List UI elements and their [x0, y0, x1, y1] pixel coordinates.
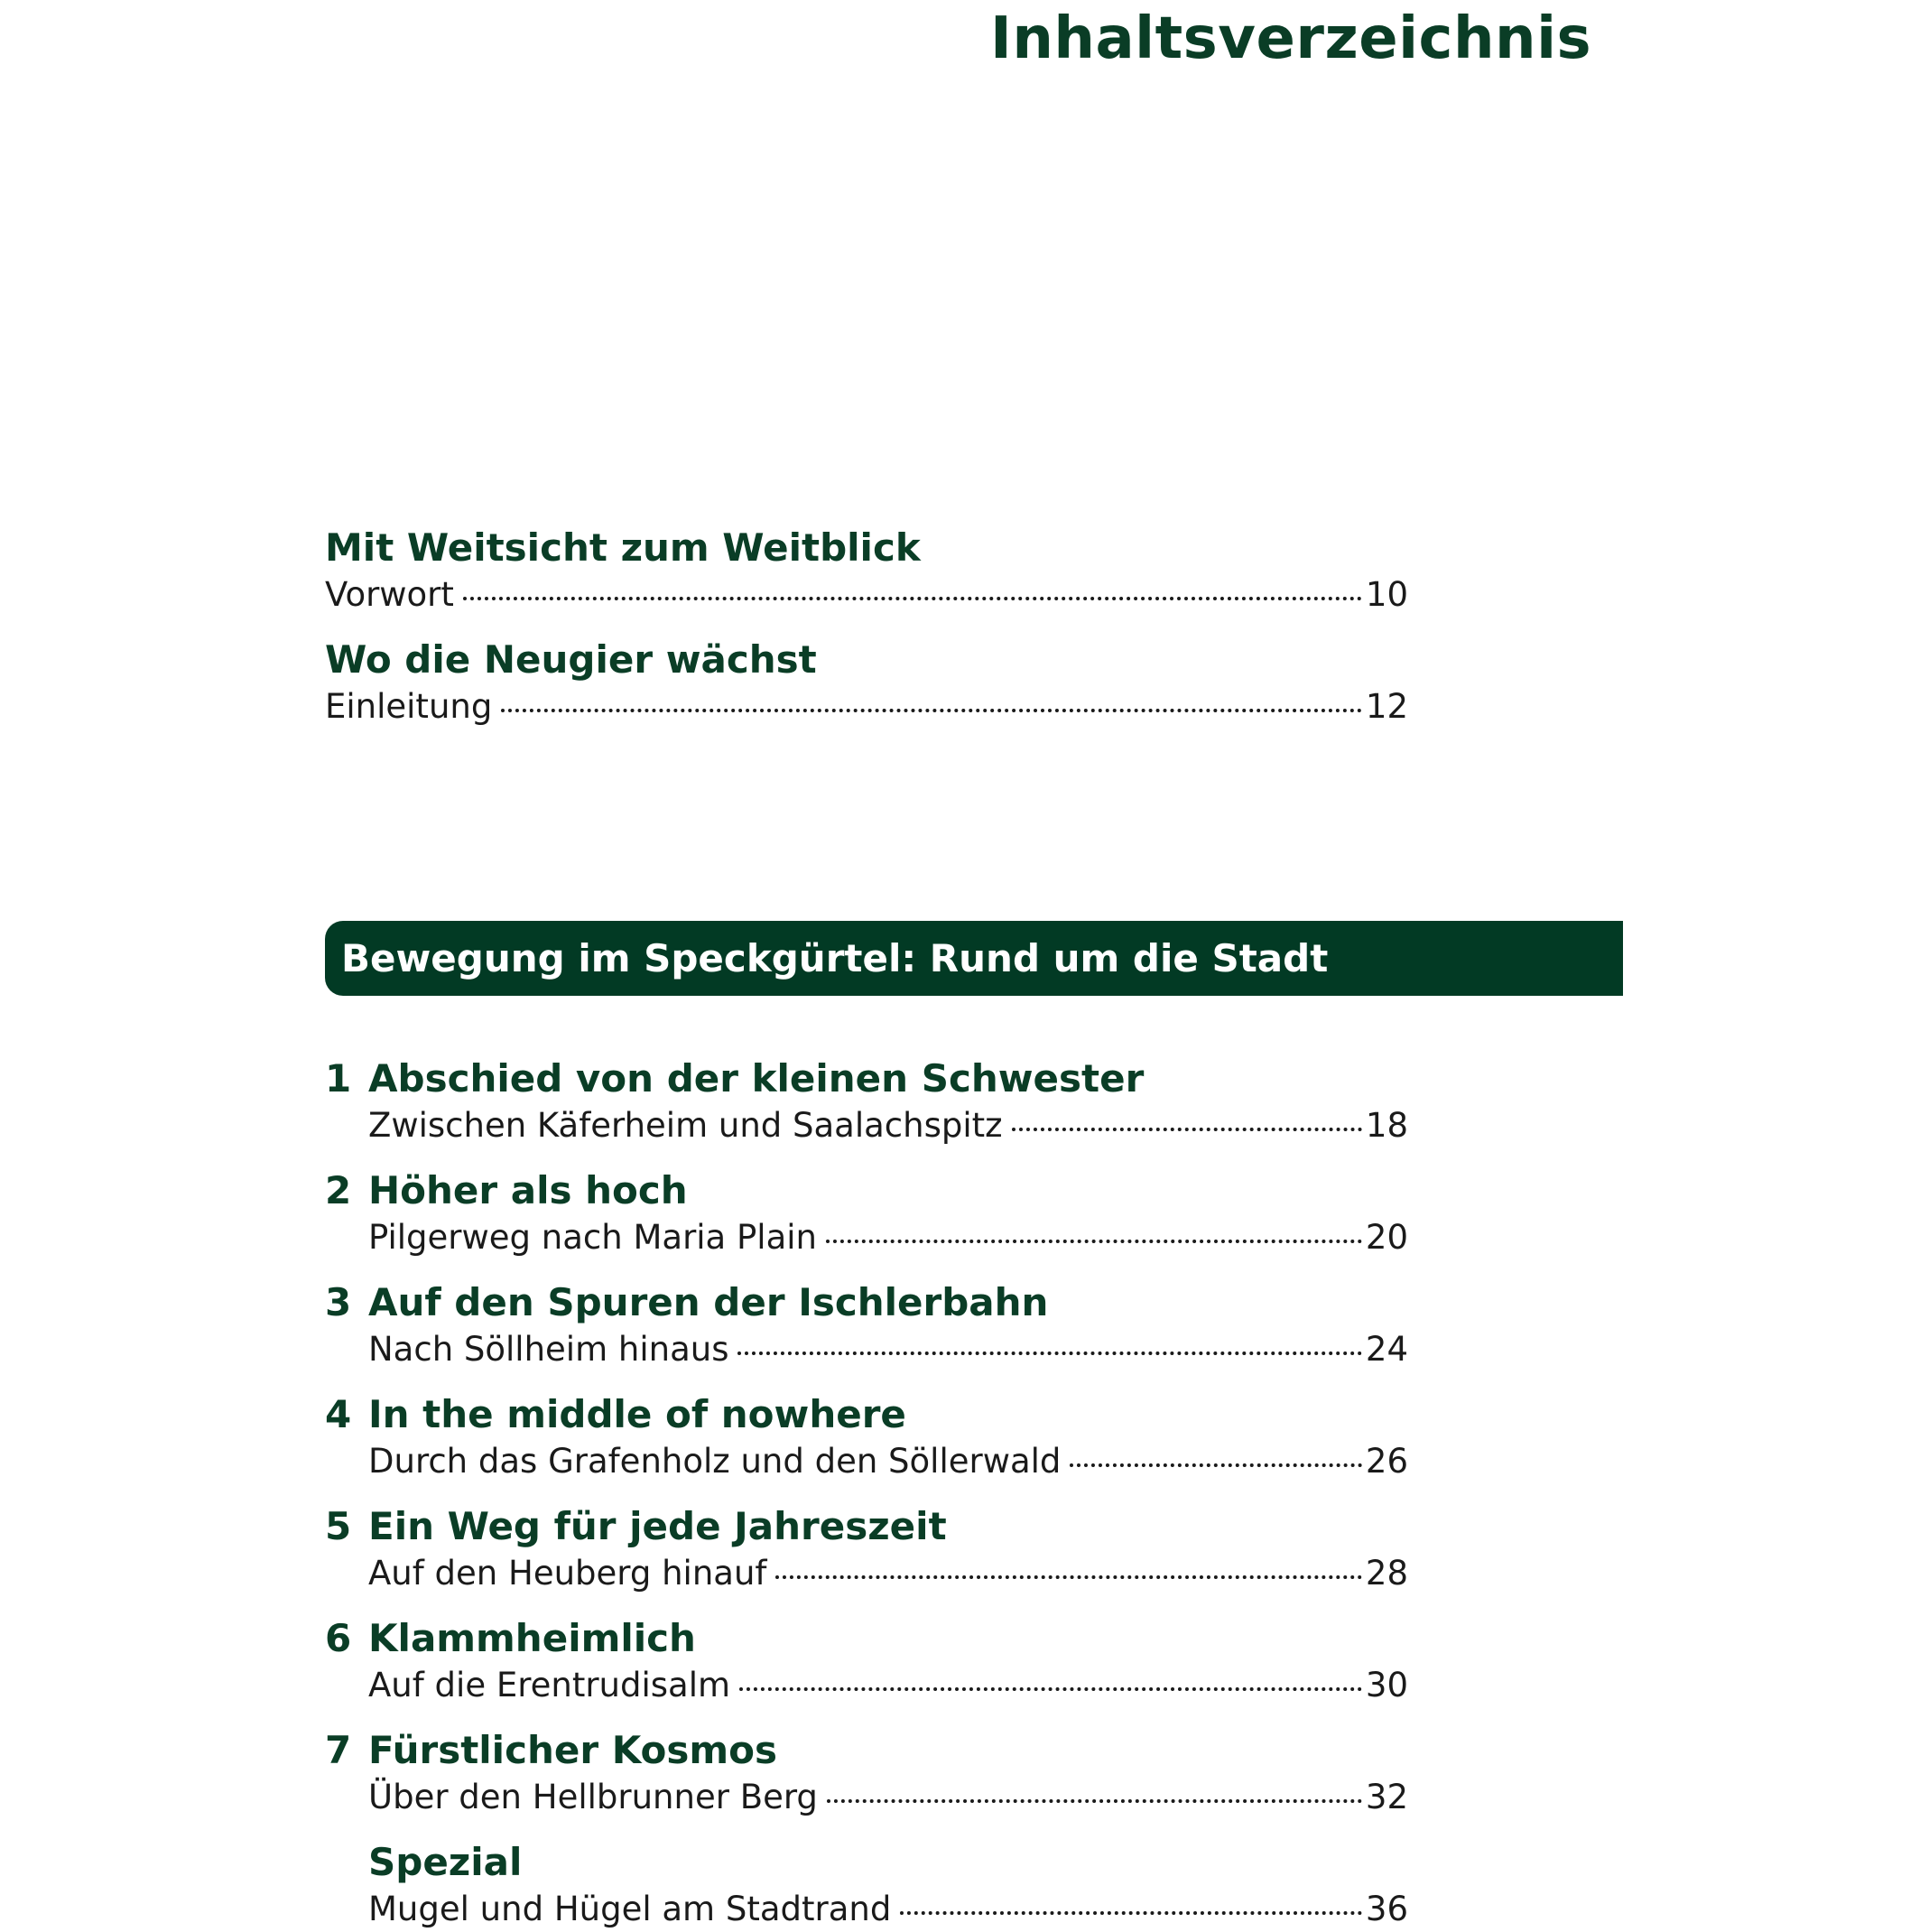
toc-subtitle: Vorwort [325, 575, 454, 614]
toc-heading: Wo die Neugier wächst [325, 637, 817, 682]
entry-number: 2 [325, 1168, 352, 1212]
toc-subtitle: Auf den Heuberg hinauf [368, 1554, 767, 1593]
dot-leader [826, 1240, 1362, 1243]
page-number: 12 [1365, 687, 1408, 726]
toc-subrow [368, 1887, 1408, 1932]
toc-intro-introduction[interactable] [325, 636, 1408, 729]
dot-leader [737, 1351, 1361, 1355]
toc-heading: In the middle of nowhere [368, 1392, 906, 1436]
dot-leader [501, 709, 1362, 712]
toc-subtitle: Über den Hellbrunner Berg [368, 1778, 818, 1816]
toc-heading: Auf den Spuren der Ischlerbahn [368, 1280, 1049, 1324]
toc-heading: Höher als hoch [368, 1168, 688, 1212]
entry-number: 3 [325, 1280, 352, 1324]
page-number: 32 [1365, 1778, 1408, 1816]
page-number: 20 [1365, 1218, 1408, 1257]
toc-heading: Fürstlicher Kosmos [368, 1728, 777, 1772]
dot-leader [1070, 1463, 1361, 1467]
toc-heading: Spezial [368, 1840, 523, 1884]
dot-leader [739, 1687, 1362, 1691]
toc-heading: Klammheimlich [368, 1616, 696, 1660]
toc-subtitle: Nach Söllheim hinaus [368, 1330, 729, 1369]
toc-subtitle: Auf die Erentrudisalm [368, 1666, 731, 1704]
page-number: 30 [1365, 1666, 1408, 1704]
toc-subrow [368, 1215, 1408, 1260]
entry-number: 6 [325, 1616, 352, 1660]
dot-leader [775, 1575, 1361, 1579]
toc-subtitle: Mugel und Hügel am Stadtrand [368, 1890, 892, 1928]
toc-heading: Ein Weg für jede Jahreszeit [368, 1504, 947, 1548]
toc-subrow [368, 1551, 1408, 1596]
page-number: 36 [1365, 1890, 1408, 1928]
section-banner: Bewegung im Speckgürtel: Rund um die Stadt [325, 921, 1623, 996]
dot-leader [463, 597, 1362, 600]
toc-subtitle: Durch das Grafenholz und den Söllerwald [368, 1442, 1062, 1481]
entry-number: 1 [325, 1056, 352, 1101]
dot-leader [900, 1911, 1362, 1915]
toc-subrow [325, 684, 1408, 729]
page-number: 24 [1365, 1330, 1408, 1369]
toc-subrow [368, 1439, 1408, 1484]
toc-subrow [368, 1775, 1408, 1820]
dot-leader [1012, 1128, 1362, 1131]
toc-intro-foreword[interactable] [325, 524, 1408, 618]
toc-subrow [368, 1327, 1408, 1372]
entry-number: 7 [325, 1728, 352, 1772]
toc-subtitle: Einleitung [325, 687, 493, 726]
toc-subrow [368, 1103, 1408, 1148]
page-number: 28 [1365, 1554, 1408, 1593]
page-number: 10 [1365, 575, 1408, 614]
page-title: Inhaltsverzeichnis [990, 5, 1592, 72]
entry-number: 5 [325, 1504, 352, 1548]
toc-subtitle: Zwischen Käferheim und Saalachspitz [368, 1106, 1003, 1145]
toc-heading: Mit Weitsicht zum Weitblick [325, 525, 921, 570]
toc-subrow [368, 1663, 1408, 1708]
dot-leader [827, 1799, 1362, 1803]
page-number: 26 [1365, 1442, 1408, 1481]
entry-number: 4 [325, 1392, 352, 1436]
toc-subrow [325, 572, 1408, 618]
toc-subtitle: Pilgerweg nach Maria Plain [368, 1218, 817, 1257]
toc-heading: Abschied von der kleinen Schwester [368, 1056, 1145, 1101]
page-number: 18 [1365, 1106, 1408, 1145]
